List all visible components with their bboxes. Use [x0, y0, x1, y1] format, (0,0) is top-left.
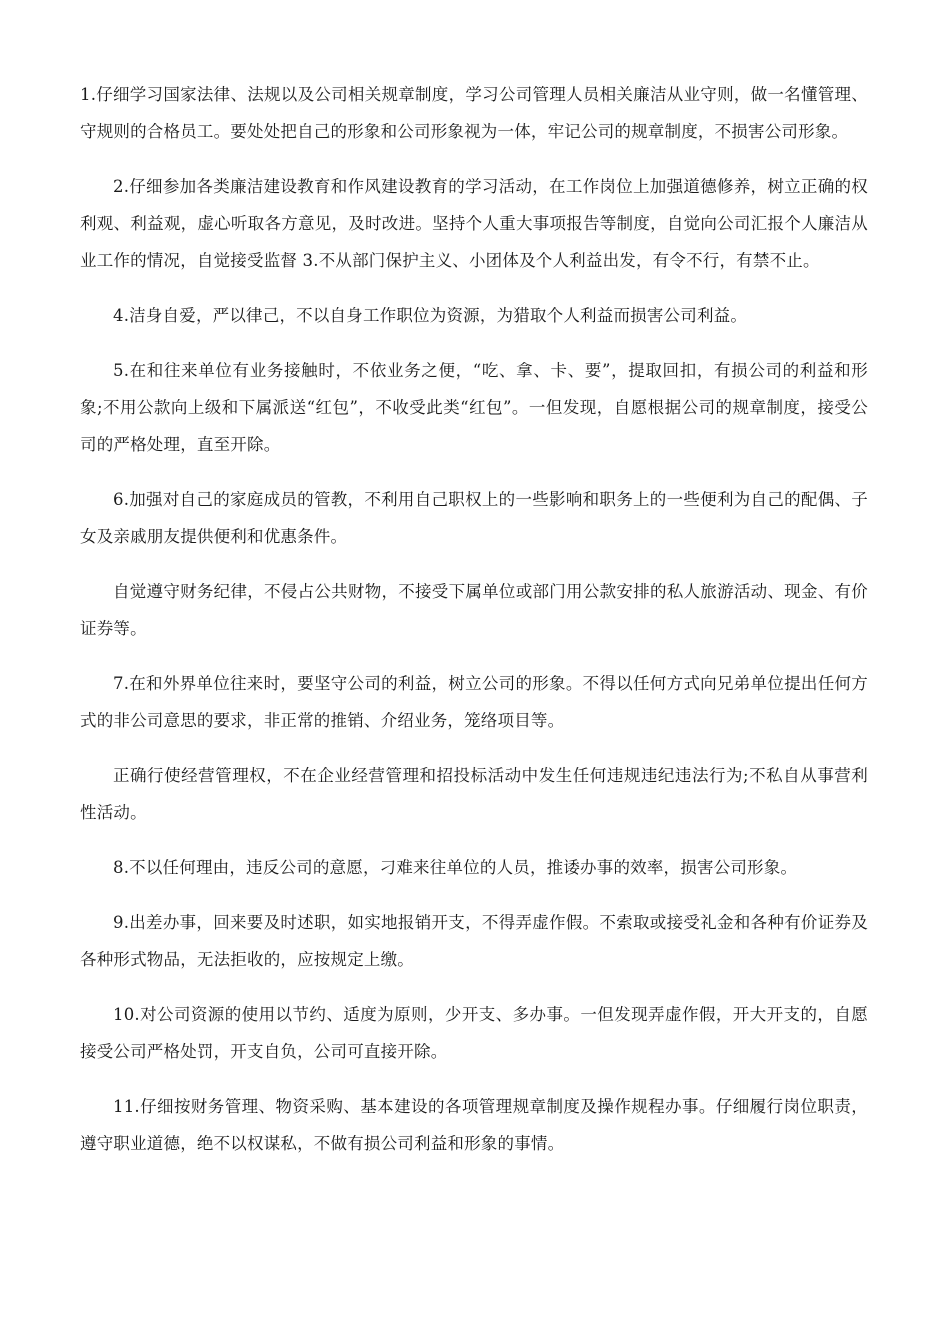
paragraph-management-rights: 正确行使经营管理权，不在企业经营管理和招投标活动中发生任何违规违纪违法行为;不私自从事营利性活动。: [80, 766, 868, 822]
paragraph-8: 8.不以任何理由，违反公司的意愿，刁难来往单位的人员，推诿办事的效率，损害公司形象。: [113, 858, 798, 877]
paragraph-4: 4.洁身自爱，严以律己，不以自身工作职位为资源，为猎取个人利益而损害公司利益。: [113, 306, 748, 325]
paragraph-9: 9.出差办事，回来要及时述职，如实地报销开支，不得弄虚作假。不索取或接受礼金和各种有价证券及各种形式物品，无法拒收的，应按规定上缴。: [80, 913, 868, 969]
paragraph-1: 1.仔细学习国家法律、法规以及公司相关规章制度，学习公司管理人员相关廉洁从业守则，做一名懂管理、守规则的合格员工。要处处把自己的形象和公司形象视为一体，牢记公司的规章制度，不损害公司形象。: [80, 85, 868, 141]
paragraph-10: 10.对公司资源的使用以节约、适度为原则，少开支、多办事。一但发现弄虚作假，开大开支的，自愿接受公司严格处罚，开支自负，公司可直接开除。: [80, 1005, 868, 1061]
paragraph-2: 2.仔细参加各类廉洁建设教育和作风建设教育的学习活动，在工作岗位上加强道德修养，树立正确的权利观、利益观，虚心听取各方意见，及时改进。坚持个人重大事项报告等制度，自觉向公司汇报个人廉洁从业工作的情况，自觉接受监督 3.不从部门保护主义、小团体及个人利益出发，有令不行，有禁不止。: [80, 177, 868, 270]
paragraph-finance-discipline: 自觉遵守财务纪律，不侵占公共财物，不接受下属单位或部门用公款安排的私人旅游活动、现金、有价证券等。: [80, 582, 868, 638]
paragraph-11: 11.仔细按财务管理、物资采购、基本建设的各项管理规章制度及操作规程办事。仔细履行岗位职责，遵守职业道德，绝不以权谋私，不做有损公司利益和形象的事情。: [80, 1097, 868, 1153]
document-body: [80, 76, 868, 1180]
paragraph-5: 5.在和往来单位有业务接触时，不依业务之便，“吃、拿、卡、要”，提取回扣，有损公司的利益和形象;不用公款向上级和下属派送“红包”，不收受此类“红包”。一但发现，自愿根据公司的规章制度，接受公司的严格处理，直至开除。: [80, 361, 868, 454]
paragraph-7: 7.在和外界单位往来时，要坚守公司的利益，树立公司的形象。不得以任何方式向兄弟单位提出任何方式的非公司意思的要求，非正常的推销、介绍业务，笼络项目等。: [80, 674, 868, 730]
paragraph-6: 6.加强对自己的家庭成员的管教，不利用自己职权上的一些影响和职务上的一些便利为自己的配偶、子女及亲戚朋友提供便利和优惠条件。: [80, 490, 868, 546]
